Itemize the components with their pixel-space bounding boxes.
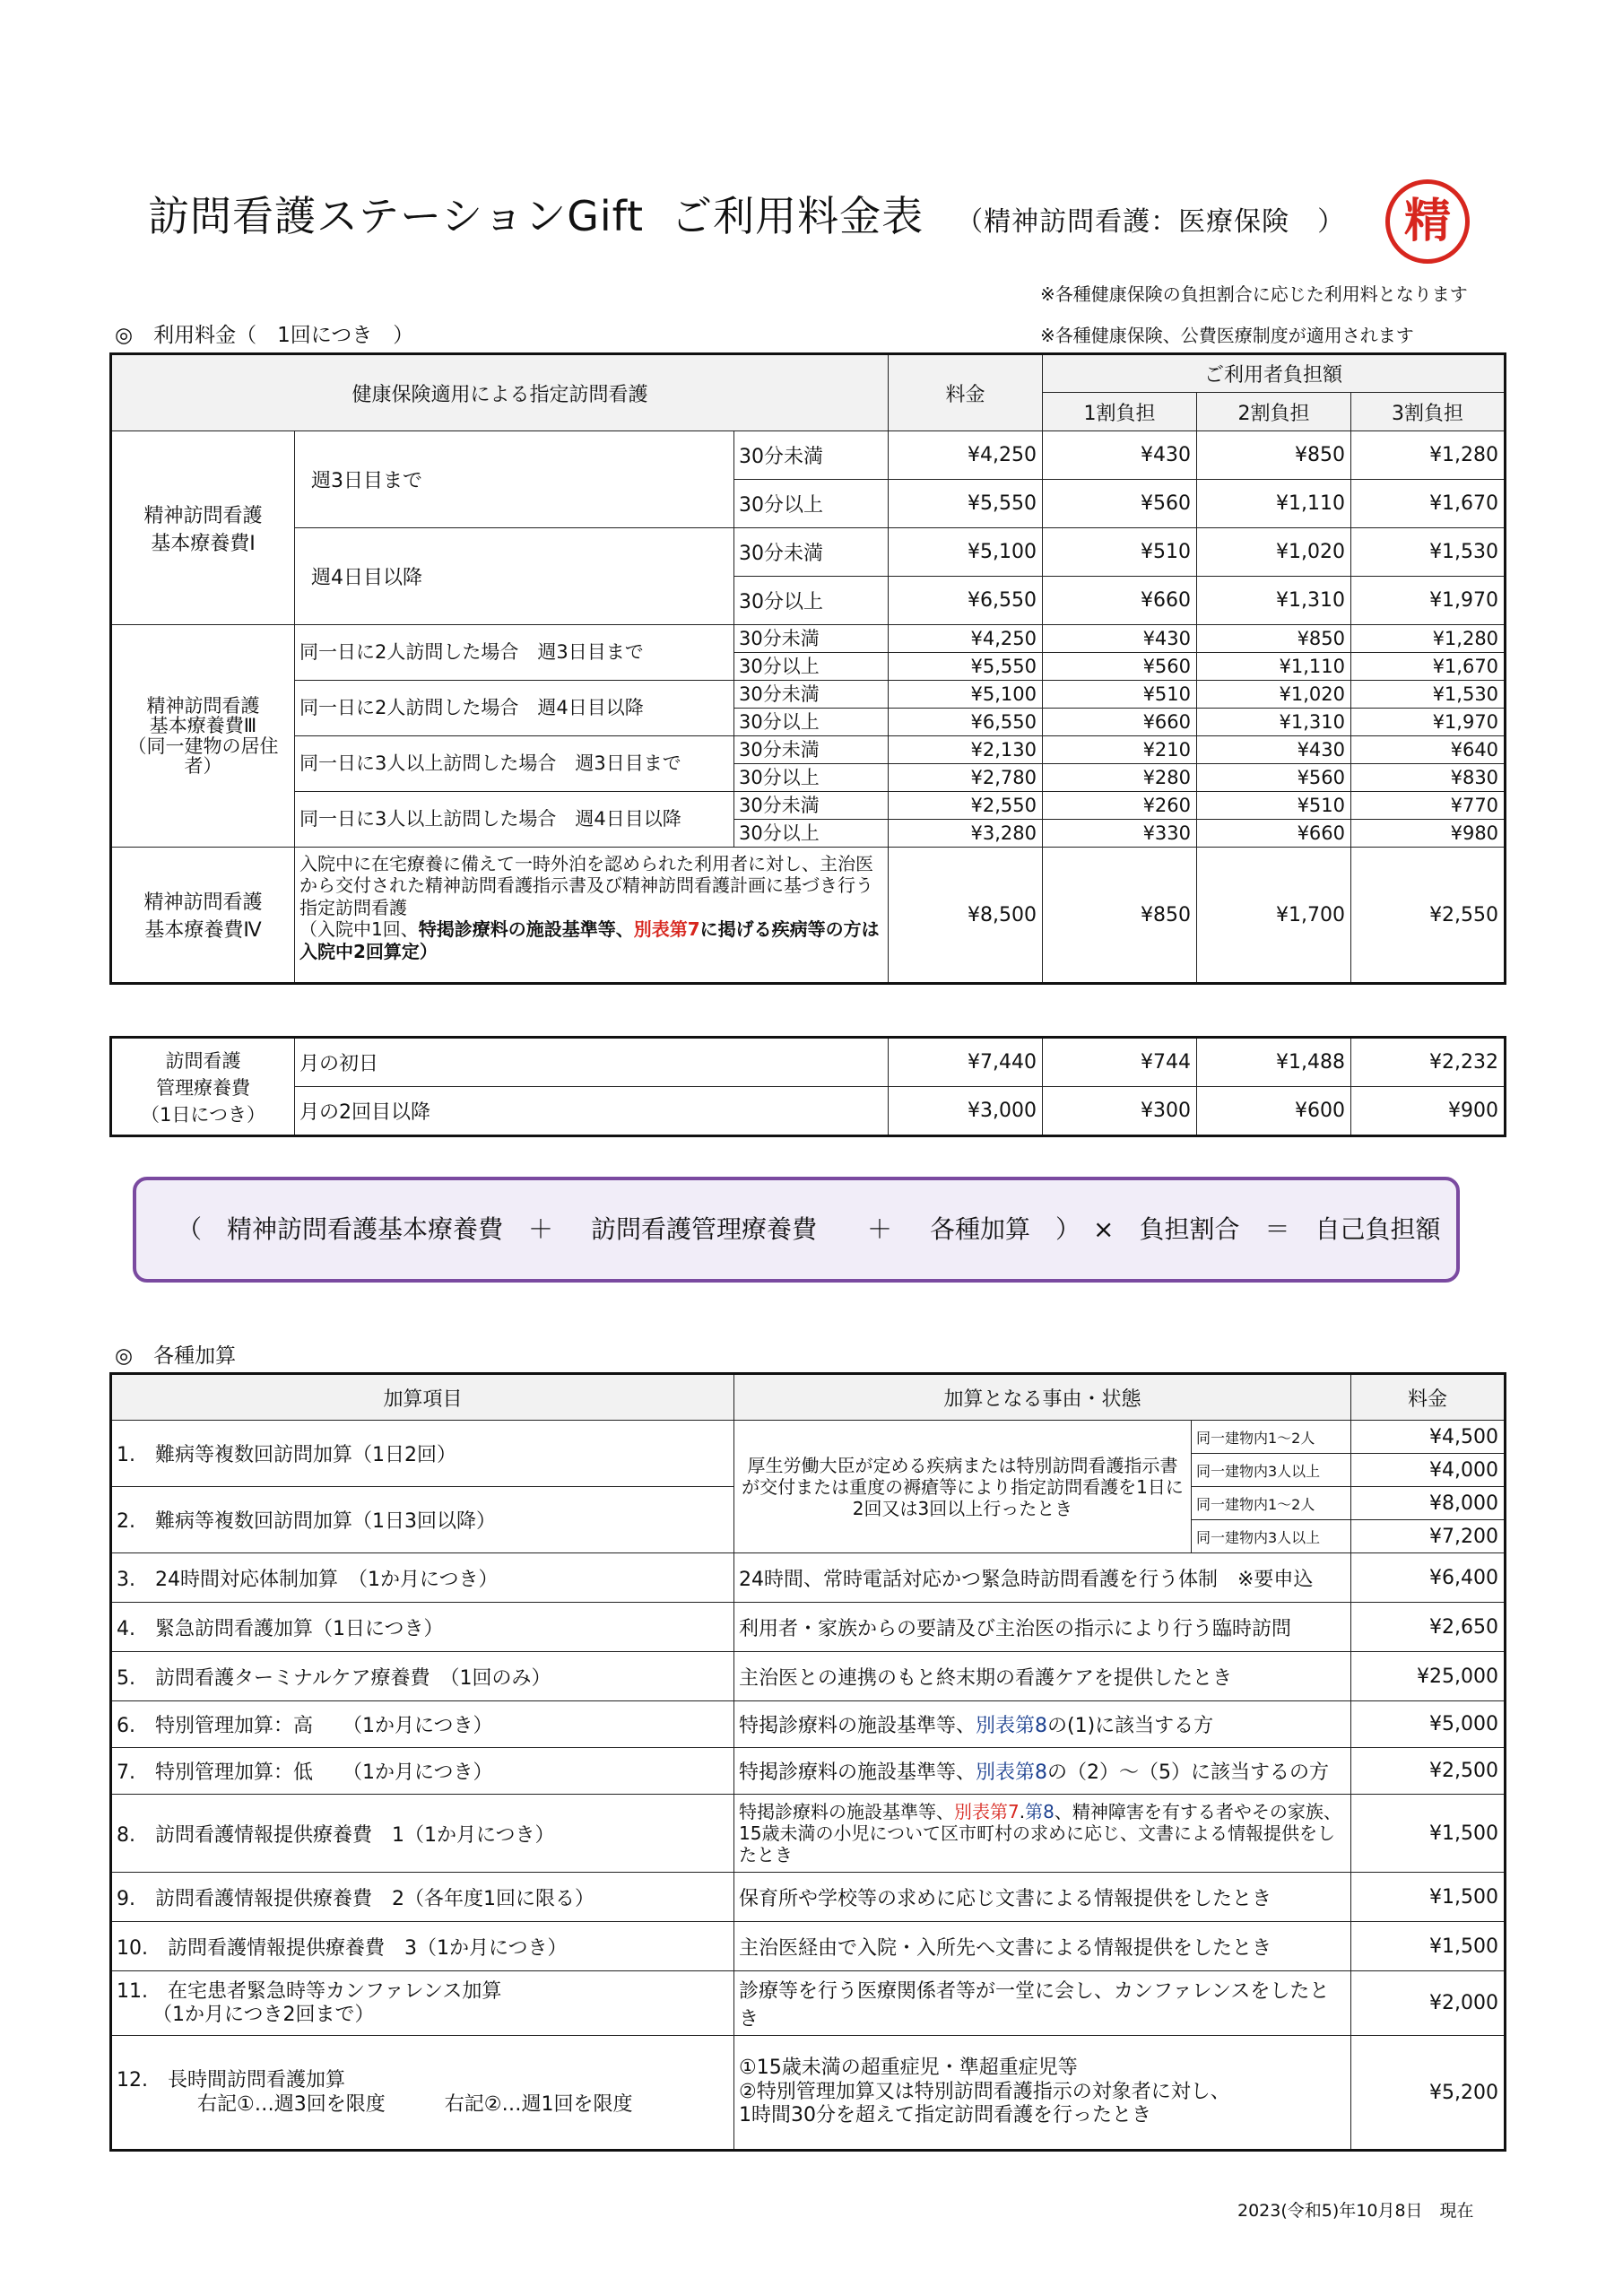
addition-reason-6 [734,1701,1351,1748]
burden-2-cell: ¥510 [1197,792,1351,820]
fee-cell: ¥6,400 [1351,1553,1506,1603]
burden-3-cell: ¥1,280 [1351,431,1506,480]
seal-stamp: 精 [1385,179,1470,264]
addition-item-10: 10. 訪問看護情報提供療養費 3（1か月につき） [111,1922,734,1971]
burden-1-cell: ¥280 [1043,764,1197,792]
header-fee: 料金 [1351,1374,1506,1421]
fee-cell: ¥7,200 [1351,1520,1506,1553]
sub-condition: 同一建物内3人以上 [1192,1520,1351,1553]
item-line: 12. 長時間訪問看護加算 [117,2068,345,2092]
group4-desc-e: に掲げる疾病等の方は入院中2回算定） [299,918,880,962]
item-line: 右記①…週3回を限度 右記②…週1回を限度 [197,2093,633,2116]
fee-cell: ¥2,550 [889,792,1043,820]
burden-1-cell: ¥260 [1043,792,1197,820]
burden-2-cell: ¥1,110 [1197,480,1351,528]
fee-cell: ¥2,650 [1351,1603,1506,1652]
addition-reason-9: 保育所や学校等の求めに応じ文書による情報提供をしたとき [734,1873,1351,1922]
burden-1-cell: ¥510 [1043,528,1197,577]
burden-1-cell: ¥210 [1043,736,1197,764]
fee-cell: ¥5,200 [1351,2036,1506,2151]
burden-1-cell: ¥660 [1043,709,1197,736]
fee-cell: ¥3,280 [889,820,1043,848]
fee-cell: ¥5,550 [889,653,1043,681]
addition-item-5: 5. 訪問看護ターミナルケア療養費 （1回のみ） [111,1652,734,1701]
fee-cell: ¥4,250 [889,431,1043,480]
burden-3-cell: ¥1,280 [1351,625,1506,653]
burden-3-cell: ¥1,970 [1351,577,1506,625]
fee-cell: ¥1,500 [1351,1795,1506,1873]
reason-ref: 別表第8 [976,1761,1048,1784]
burden-1-cell: ¥660 [1043,577,1197,625]
addition-reason-5: 主治医との連携のもと終末期の看護ケアを提供したとき [734,1652,1351,1701]
duration: 30分以上 [734,709,889,736]
burden-2-cell: ¥560 [1197,764,1351,792]
management-label: 訪問看護 管理療養費 （1日につき） [111,1038,295,1136]
burden-3-cell: ¥900 [1351,1087,1506,1136]
additions-section-title: ◎ 各種加算 [115,1344,237,1368]
burden-2-cell: ¥430 [1197,736,1351,764]
fees-section-title: ◎ 利用料金（ 1回につき ） [115,324,414,347]
duration: 30分以上 [734,820,889,848]
burden-2-cell: ¥660 [1197,820,1351,848]
burden-1-cell: ¥560 [1043,480,1197,528]
burden-2-cell: ¥1,310 [1197,709,1351,736]
addition-item-8: 8. 訪問看護情報提供療養費 1（1か月につき） [111,1795,734,1873]
sub-condition: 同一建物内1～2人 [1192,1421,1351,1454]
header-fee: 料金 [889,354,1043,431]
header-reason: 加算となる事由・状態 [734,1374,1351,1421]
addition-reason-3: 24時間、常時電話対応かつ緊急時訪問看護を行う体制 ※要申込 [734,1553,1351,1603]
management-table [109,1036,1506,1137]
burden-2-cell: ¥1,020 [1197,528,1351,577]
duration: 30分未満 [734,792,889,820]
burden-2-cell: ¥1,110 [1197,653,1351,681]
group1-sub-1: 週3日目まで [295,431,734,528]
group4-label: 精神訪問看護 基本療養費Ⅳ [111,848,295,984]
note-1: ※各種健康保険の負担割合に応じた利用料となります [1040,283,1468,305]
addition-item-11 [111,1971,734,2036]
group4-desc-b: （入院中1回、 [299,918,419,941]
burden-1-cell: ¥850 [1043,848,1197,984]
addition-item-7: 7. 特別管理加算：低 （1か月につき） [111,1748,734,1795]
fee-cell: ¥1,500 [1351,1873,1506,1922]
burden-3-cell: ¥2,232 [1351,1038,1506,1087]
duration: 30分以上 [734,764,889,792]
reason-text: 、精神障害を有する者やその家族、15歳未満の小児について区市町村の求めに応じ、文書による情報提供をしたとき [739,1801,1341,1866]
addition-item-12 [111,2036,734,2151]
addition-item-2: 2. 難病等複数回訪問加算（1日3回以降） [111,1487,734,1553]
duration: 30分未満 [734,431,889,480]
addition-reason-1-2: 厚生労働大臣が定める疾病または特別訪問看護指示書が交付または重度の褥瘡等により指定訪問看護を1日に2回又は3回以上行ったとき [734,1421,1192,1553]
fee-cell: ¥5,100 [889,681,1043,709]
reason-text: 特掲診療料の施設基準等、 [739,1761,976,1784]
formula-part-1: （ 精神訪問看護基本療養費 ＋ [177,1214,554,1244]
header-main: 健康保険適用による指定訪問看護 [111,354,889,431]
management-row-label: 月の初日 [295,1038,889,1087]
item-line: 11. 在宅患者緊急時等カンファレンス加算 [117,1980,502,2004]
duration: 30分未満 [734,681,889,709]
title-main: 訪問看護ステーションGift [148,192,645,240]
duration: 30分未満 [734,625,889,653]
formula-part-2: 訪問看護管理療養費 ＋ [591,1214,893,1244]
reason-text: 特掲診療料の施設基準等、 [739,1801,954,1822]
reason-text: 特掲診療料の施設基準等、 [739,1715,976,1737]
group3-sub-1: 同一日に2人訪問した場合 週3日目まで [295,625,734,681]
group1-sub-2: 週4日目以降 [295,528,734,625]
addition-item-1: 1. 難病等複数回訪問加算（1日2回） [111,1421,734,1487]
fee-cell: ¥5,000 [1351,1701,1506,1748]
burden-3-cell: ¥1,670 [1351,480,1506,528]
reason-line: 1時間30分を超えて指定訪問看護を行ったとき [739,2104,1151,2127]
burden-2-cell: ¥850 [1197,625,1351,653]
title-secondary: ご利用料金表 [671,192,924,240]
addition-reason-8 [734,1795,1351,1873]
burden-3-cell: ¥640 [1351,736,1506,764]
title-subtitle: （精神訪問看護：医療保険 ） [956,206,1346,238]
group4-desc-c: 特掲診療料の施設基準等、 [418,918,634,941]
burden-3-cell: ¥1,530 [1351,681,1506,709]
burden-1-cell: ¥510 [1043,681,1197,709]
burden-3-cell: ¥830 [1351,764,1506,792]
fee-cell: ¥2,000 [1351,1971,1506,2036]
formula-box [133,1177,1460,1283]
burden-1-cell: ¥430 [1043,625,1197,653]
header-burden: ご利用者負担額 [1043,354,1506,393]
burden-3-cell: ¥1,670 [1351,653,1506,681]
group3-sub-3: 同一日に3人以上訪問した場合 週3日目まで [295,736,734,792]
reason-line: ①15歳未満の超重症児・準超重症児等 [739,2057,1078,2080]
addition-item-4: 4. 緊急訪問看護加算（1日につき） [111,1603,734,1652]
duration: 30分未満 [734,736,889,764]
date-footer: 2023(令和5)年10月8日 現在 [1237,2201,1474,2221]
duration: 30分以上 [734,577,889,625]
burden-1-cell: ¥430 [1043,431,1197,480]
sub-condition: 同一建物内1～2人 [1192,1487,1351,1520]
header-burden-1: 1割負担 [1043,393,1197,431]
reason-text: . [1019,1801,1026,1822]
burden-3-cell: ¥770 [1351,792,1506,820]
fee-cell: ¥6,550 [889,577,1043,625]
addition-reason-11: 診療等を行う医療関係者等が一堂に会し、カンファレンスをしたとき [734,1971,1351,2036]
addition-reason-12 [734,2036,1351,2151]
header-burden-3: 3割負担 [1351,393,1506,431]
header-burden-2: 2割負担 [1197,393,1351,431]
reason-text: の（2）～（5）に該当するの方 [1047,1761,1330,1784]
reason-ref: 別表第8 [976,1715,1048,1737]
group3-sub-2: 同一日に2人訪問した場合 週4日目以降 [295,681,734,736]
burden-3-cell: ¥980 [1351,820,1506,848]
page-title [148,184,1345,243]
fee-cell: ¥8,000 [1351,1487,1506,1520]
fee-cell: ¥1,500 [1351,1922,1506,1971]
burden-1-cell: ¥560 [1043,653,1197,681]
fee-cell: ¥5,100 [889,528,1043,577]
item-line: （1か月につき2回まで） [152,2003,375,2026]
addition-reason-10: 主治医経由で入院・入所先へ文書による情報提供をしたとき [734,1922,1351,1971]
fee-cell: ¥2,500 [1351,1748,1506,1795]
burden-2-cell: ¥1,700 [1197,848,1351,984]
burden-3-cell: ¥1,970 [1351,709,1506,736]
formula-part-3: 各種加算 ） × 負担割合 ＝ 自己負担額 [930,1214,1441,1244]
header-item: 加算項目 [111,1374,734,1421]
duration: 30分以上 [734,653,889,681]
burden-1-cell: ¥744 [1043,1038,1197,1087]
fee-cell: ¥3,000 [889,1087,1043,1136]
addition-item-6: 6. 特別管理加算：高 （1か月につき） [111,1701,734,1748]
fee-cell: ¥5,550 [889,480,1043,528]
fee-cell: ¥8,500 [889,848,1043,984]
fee-cell: ¥4,250 [889,625,1043,653]
reason-ref: 第8 [1025,1801,1055,1822]
burden-2-cell: ¥850 [1197,431,1351,480]
burden-1-cell: ¥300 [1043,1087,1197,1136]
duration: 30分以上 [734,480,889,528]
fee-cell: ¥2,130 [889,736,1043,764]
group4-desc-a: 入院中に在宅療養に備えて一時外泊を認められた利用者に対し、主治医から交付された精神訪問看護指示書及び精神訪問看護計画に基づき行う指定訪問看護 [299,853,873,918]
burden-2-cell: ¥600 [1197,1087,1351,1136]
burden-3-cell: ¥1,530 [1351,528,1506,577]
reason-text: の(1)に該当する方 [1047,1715,1214,1737]
addition-item-3: 3. 24時間対応体制加算 （1か月につき） [111,1553,734,1603]
reason-line: ②特別管理加算又は特別訪問看護指示の対象者に対し、 [739,2080,1230,2103]
group3-label: 精神訪問看護 基本療養費Ⅲ （同一建物の居住者） [111,625,295,848]
fee-cell: ¥25,000 [1351,1652,1506,1701]
fee-cell: ¥4,000 [1351,1454,1506,1487]
management-row-label: 月の2回目以降 [295,1087,889,1136]
fee-cell: ¥7,440 [889,1038,1043,1087]
reason-ref: 別表第7 [954,1801,1020,1822]
burden-2-cell: ¥1,488 [1197,1038,1351,1087]
burden-2-cell: ¥1,020 [1197,681,1351,709]
burden-3-cell: ¥2,550 [1351,848,1506,984]
burden-1-cell: ¥330 [1043,820,1197,848]
group4-description [295,848,889,984]
fees-table [109,352,1506,985]
sub-condition: 同一建物内3人以上 [1192,1454,1351,1487]
addition-item-9: 9. 訪問看護情報提供療養費 2（各年度1回に限る） [111,1873,734,1922]
additions-table [109,1372,1506,2152]
duration: 30分未満 [734,528,889,577]
burden-2-cell: ¥1,310 [1197,577,1351,625]
note-2: ※各種健康保険、公費医療制度が適用されます [1040,325,1414,346]
fee-cell: ¥2,780 [889,764,1043,792]
fee-cell: ¥4,500 [1351,1421,1506,1454]
group1-label: 精神訪問看護 基本療養費Ⅰ [111,431,295,625]
fee-cell: ¥6,550 [889,709,1043,736]
addition-reason-4: 利用者・家族からの要請及び主治医の指示により行う臨時訪問 [734,1603,1351,1652]
group3-sub-4: 同一日に3人以上訪問した場合 週4日目以降 [295,792,734,848]
addition-reason-7 [734,1748,1351,1795]
group4-desc-d: 別表第7 [633,918,700,941]
